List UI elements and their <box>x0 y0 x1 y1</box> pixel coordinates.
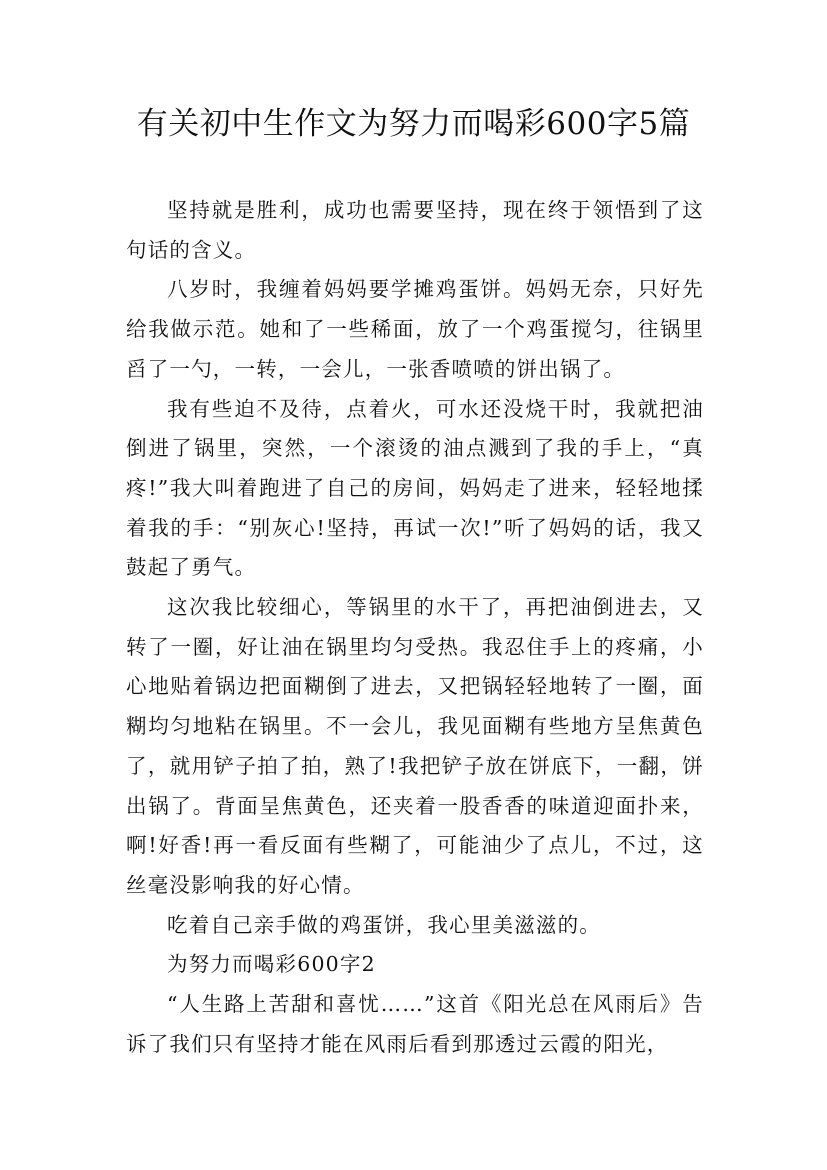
paragraph: 吃着自己亲手做的鸡蛋饼，我心里美滋滋的。 <box>167 912 601 937</box>
document-title: 有关初中生作文为努力而喝彩600字5篇 <box>136 106 691 142</box>
paragraph: 坚持就是胜利，成功也需要坚持，现在终于领悟到了这句话的含义。 <box>126 198 704 262</box>
paragraph: “人生路上苦甜和喜忧……”这首《阳光总在风雨后》告诉了我们只有坚持才能在风雨后看到那透过云霞的阳光， <box>126 992 704 1056</box>
document-body <box>126 191 704 1064</box>
paragraph: 八岁时，我缠着妈妈要学摊鸡蛋饼。妈妈无奈，只好先给我做示范。她和了一些稀面，放了一个鸡蛋搅匀，往锅里舀了一勺，一转，一会儿，一张香喷喷的饼出锅了。 <box>126 277 704 381</box>
paragraph: 我有些迫不及待，点着火，可水还没烧干时，我就把油倒进了锅里，突然，一个滚烫的油点溅到了我的手上，“真疼!”我大叫着跑进了自己的房间，妈妈走了进来，轻轻地揉着我的手：“别灰心!坚持，再试一次!”听了妈妈的话，我又鼓起了勇气。 <box>126 396 704 580</box>
section-heading: 为努力而喝彩600字2 <box>167 952 376 977</box>
paragraph: 这次我比较细心，等锅里的水干了，再把油倒进去，又转了一圈，好让油在锅里均匀受热。我忍住手上的疼痛，小心地贴着锅边把面糊倒了进去，又把锅轻轻地转了一圈，面糊均匀地粘在锅里。不一会儿，我见面糊有些地方呈焦黄色了，就用铲子拍了拍，熟了!我把铲子放在饼底下，一翻，饼出锅了。背面呈焦黄色，还夹着一股香香的味道迎面扑来，啊!好香!再一看反面有些糊了，可能油少了点儿，不过，这丝毫没影响我的好心情。 <box>126 595 704 897</box>
